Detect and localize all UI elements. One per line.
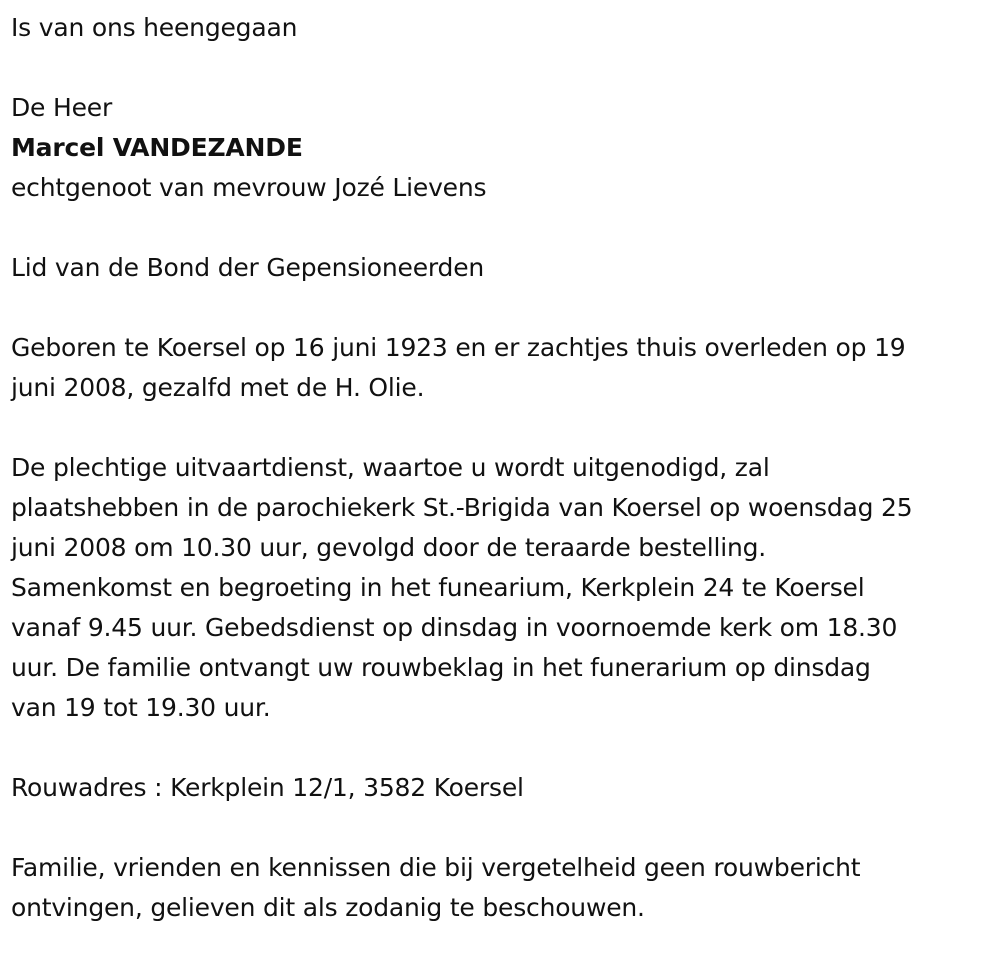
paragraph-line: ontvingen, gelieven dit als zodanig te beschouwen. <box>11 893 645 922</box>
spacer <box>11 808 986 848</box>
paragraph-line: van 19 tot 19.30 uur. <box>11 693 271 722</box>
spacer <box>11 288 986 328</box>
paragraph-line: vanaf 9.45 uur. Gebedsdienst op dinsdag in voornoemde kerk om 18.30 <box>11 613 898 642</box>
death-notice <box>11 8 986 928</box>
paragraph-line: Familie, vrienden en kennissen die bij vergetelheid geen rouwbericht <box>11 853 861 882</box>
birth-death-paragraph <box>11 328 986 408</box>
paragraph-line: Geboren te Koersel op 16 juni 1923 en er zachtjes thuis overleden op 19 <box>11 333 906 362</box>
paragraph-line: juni 2008 om 10.30 uur, gevolgd door de teraarde bestelling. <box>11 533 767 562</box>
spacer <box>11 208 986 248</box>
spacer <box>11 728 986 768</box>
salutation: De Heer <box>11 93 113 122</box>
paragraph-line: juni 2008, gezalfd met de H. Olie. <box>11 373 425 402</box>
intro-line: Is van ons heengegaan <box>11 13 298 42</box>
paragraph-line: Samenkomst en begroeting in het funearium, Kerkplein 24 te Koersel <box>11 573 865 602</box>
paragraph-line: uur. De familie ontvangt uw rouwbeklag in het funerarium op dinsdag <box>11 653 871 682</box>
spouse-line: echtgenoot van mevrouw Jozé Lievens <box>11 173 487 202</box>
closing-paragraph <box>11 848 986 928</box>
spacer <box>11 48 986 88</box>
paragraph-line: De plechtige uitvaartdienst, waartoe u wordt uitgenodigd, zal <box>11 453 770 482</box>
paragraph-line: plaatshebben in de parochiekerk St.-Brigida van Koersel op woensdag 25 <box>11 493 913 522</box>
spacer <box>11 408 986 448</box>
address-line: Rouwadres : Kerkplein 12/1, 3582 Koersel <box>11 773 524 802</box>
deceased-name: Marcel VANDEZANDE <box>11 133 303 162</box>
membership-line: Lid van de Bond der Gepensioneerden <box>11 253 485 282</box>
funeral-paragraph <box>11 448 986 728</box>
